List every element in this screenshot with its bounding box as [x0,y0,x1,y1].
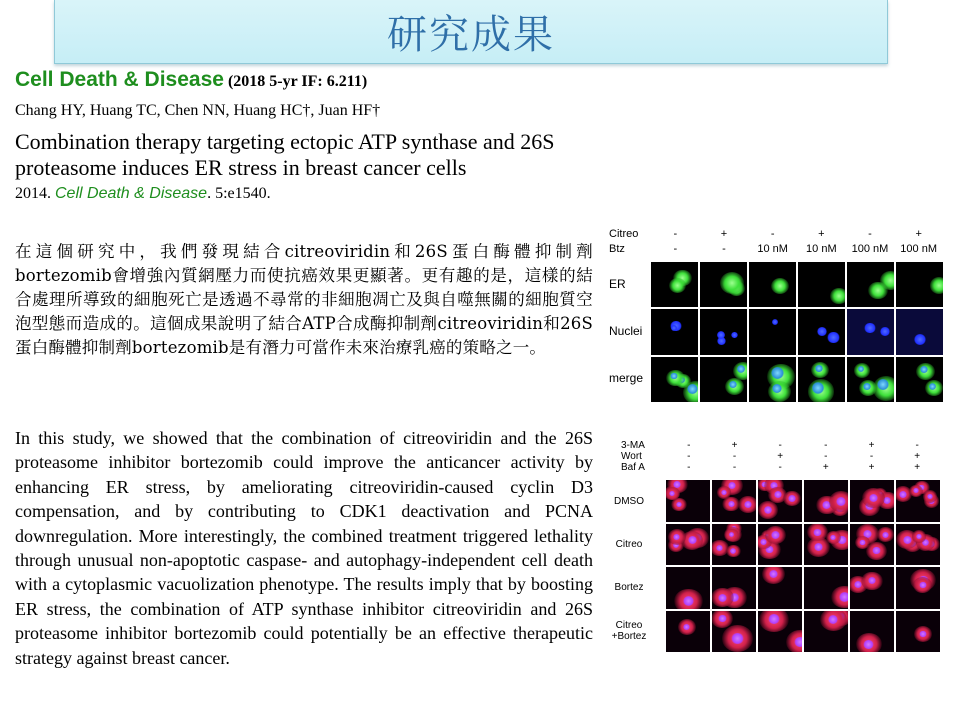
condition-value: - [915,440,919,451]
condition-value: 100 nM [851,243,889,255]
micrograph-panel [804,567,848,609]
micrograph-panel [896,480,940,522]
nucleus-signal [728,501,735,507]
micrograph-panel [847,309,894,354]
nucleus-signal [929,383,936,389]
nucleus-signal [920,366,928,373]
row-label: DMSO [614,496,644,507]
title-banner [54,0,888,64]
citation-year: 2014. [15,185,51,202]
nucleus-signal [872,547,880,554]
micrograph-panel [758,524,802,566]
condition-value: - [732,451,737,462]
condition-value: + [731,440,738,451]
journal-impact-factor: (2018 5-yr IF: 6.211) [227,73,368,90]
nucleus-signal [794,637,802,647]
nucleus-signal [903,536,912,544]
slide-title: 研究成果 [387,12,555,58]
row-label: ER [609,277,626,292]
micrograph-panel [850,524,894,566]
condition-value: + [777,451,784,462]
micrograph-panel [700,309,747,354]
condition-value: + [822,462,829,473]
citation-volume: . 5:e1540. [207,185,271,202]
row-label: Nuclei [609,324,643,338]
er-signal [830,288,845,303]
nucleus-signal [863,383,870,390]
condition-value: + [914,451,921,462]
micrograph-panel [896,309,943,354]
nucleus-signal [882,532,889,538]
micrograph-panel [666,611,710,653]
micrograph-grid [651,262,943,402]
nucleus-signal [769,570,778,578]
summary-english: In this study, we showed that the combination of citreoviridin and the 26S proteasome inhibitor bortezomib could improve the anticancer activity by enhancing ER stress, by ameliorating citreoviridin-caused cyclin D3 compensation, and by contributing to CDK1 deactivation and PCNA downregulation. More interestingly, the combined treatment triggered lethality through unusual non-apoptotic caspase- and autophagy-independent cell death with a cytoplasmic vacuolization phenotype. The results imply that by boosting ER stress, the combination of ATP synthase inhibitor citreoviridin and 26S proteasome inhibitor bortezomib could potentially be an effective therapeutic strategy against breast cancer. [15,428,593,668]
micrograph-panel [896,262,943,307]
micrograph-panel [651,262,698,307]
nucleus-signal [859,540,865,545]
micrograph-panel [712,524,756,566]
nucleus-signal [772,319,778,325]
condition-value: 100 nM [900,243,937,255]
micrograph-panel [712,611,756,653]
nucleus-signal [880,327,889,335]
condition-value: - [687,451,691,462]
nucleus-signal [815,365,822,372]
condition-value: + [915,228,922,240]
nucleus-signal [731,332,738,338]
micrograph-panel [712,567,756,609]
micrograph-panel [798,309,845,354]
figure-autophagy-micrographs [605,438,945,654]
condition-label: Btz [609,243,625,255]
nucleus-signal [683,596,694,606]
nucleus-signal [718,615,727,623]
nucleus-signal [899,491,906,498]
journal-name: Cell Death & Disease [15,68,224,91]
micrograph-panel [804,480,848,522]
journal-line [15,68,367,92]
nucleus-signal [718,594,727,602]
er-signal [771,278,789,294]
condition-value: + [720,228,728,240]
nucleus-signal [919,582,927,589]
nucleus-signal [864,323,875,333]
nucleus-signal [731,633,744,644]
micrograph-panel [749,309,796,354]
micrograph-panel [850,480,894,522]
row-label: Bortez [614,582,644,593]
row-label: Citreo +Bortez [611,619,647,642]
condition-value: - [868,228,872,240]
condition-value: + [868,462,875,473]
condition-value: + [868,440,875,451]
condition-value: - [673,243,678,255]
micrograph-panel [651,357,698,402]
condition-value: - [732,462,737,473]
figure-er-stress-micrographs [605,226,945,404]
micrograph-panel [850,567,894,609]
condition-value: - [824,451,828,462]
nucleus-signal [927,494,933,499]
nucleus-signal [836,497,846,505]
micrograph-panel [798,262,845,307]
condition-value: + [818,228,825,240]
micrograph-panel [847,262,894,307]
nucleus-signal [812,382,824,393]
citation [15,185,271,203]
micrograph-panel [758,611,802,653]
condition-value: - [869,451,874,462]
nucleus-signal [914,334,926,345]
er-signal [868,282,887,299]
row-label: merge [609,370,644,385]
nucleus-signal [771,531,780,538]
micrograph-grid [666,480,940,652]
micrograph-panel [666,480,710,522]
micrograph-panel [651,309,698,354]
nucleus-signal [788,495,795,501]
er-signal [930,277,943,294]
micrograph-panel [749,357,796,402]
nucleus-signal [839,592,848,601]
micrograph-panel [850,611,894,653]
micrograph-panel [758,567,802,609]
nucleus-signal [737,365,746,373]
micrograph-panel [700,357,747,402]
condition-label: Wort [621,451,642,462]
nucleus-signal [688,536,697,544]
micrograph-panel [700,262,747,307]
condition-value: - [778,440,782,451]
condition-value: - [778,462,782,473]
nucleus-signal [730,548,736,553]
nucleus-signal [817,327,827,336]
nucleus-signal [774,491,782,498]
er-signal [669,278,686,293]
nucleus-signal [827,332,840,344]
condition-value: 10 nM [806,243,837,255]
micrograph-panel [896,524,940,566]
nucleus-signal [919,631,926,637]
micrograph-panel [896,611,940,653]
condition-value: - [687,462,691,473]
condition-value: + [914,462,921,473]
condition-value: 10 nM [757,243,788,255]
condition-value: - [824,440,828,451]
authors: Chang HY, Huang TC, Chen NN, Huang HC†, Juan HF† [15,102,381,119]
micrograph-panel [758,480,802,522]
nucleus-signal [830,535,836,540]
condition-label: 3-MA [621,440,645,451]
micrograph-panel [712,480,756,522]
nucleus-signal [717,331,726,339]
micrograph-panel [666,524,710,566]
nucleus-signal [670,373,678,380]
paper-title: Combination therapy targeting ectopic ATP synthase and 26S proteasome induces ER stress in breast cancer cells [15,129,555,180]
nucleus-signal [764,506,772,513]
nucleus-signal [771,367,784,379]
condition-value: - [687,440,691,451]
micrograph-panel [896,567,940,609]
summary-chinese: 在這個研究中，我們發現結合citreoviridin和26S蛋白酶體抑制劑bortezomib會增強內質網壓力而使抗癌效果更顯著。更有趣的是，這樣的結合處理所導致的細胞死亡是透過不尋常的非細胞凋亡及與自噬無關的細胞質空泡型態而造成的。這個成果說明了結合ATP合成酶抑制劑citreoviridin和26S蛋白酶體抑制劑bortezomib是有潛力可當作未來治療乳癌的策略之一。 [15,242,593,357]
micrograph-panel [804,524,848,566]
nucleus-signal [813,529,821,536]
row-label: Citreo [615,539,643,550]
micrograph-panel [804,611,848,653]
nucleus-signal [863,640,874,649]
micrograph-panel [798,357,845,402]
micrograph-panel [847,357,894,402]
condition-value: - [673,228,678,240]
nucleus-signal [721,490,727,495]
condition-value: - [770,228,775,240]
micrograph-panel [896,357,943,402]
citation-journal: Cell Death & Disease [55,185,208,202]
condition-label: Baf A [621,462,645,473]
condition-value: - [722,243,726,255]
micrograph-panel [749,262,796,307]
micrograph-panel [666,567,710,609]
condition-label: Citreo [609,228,639,240]
